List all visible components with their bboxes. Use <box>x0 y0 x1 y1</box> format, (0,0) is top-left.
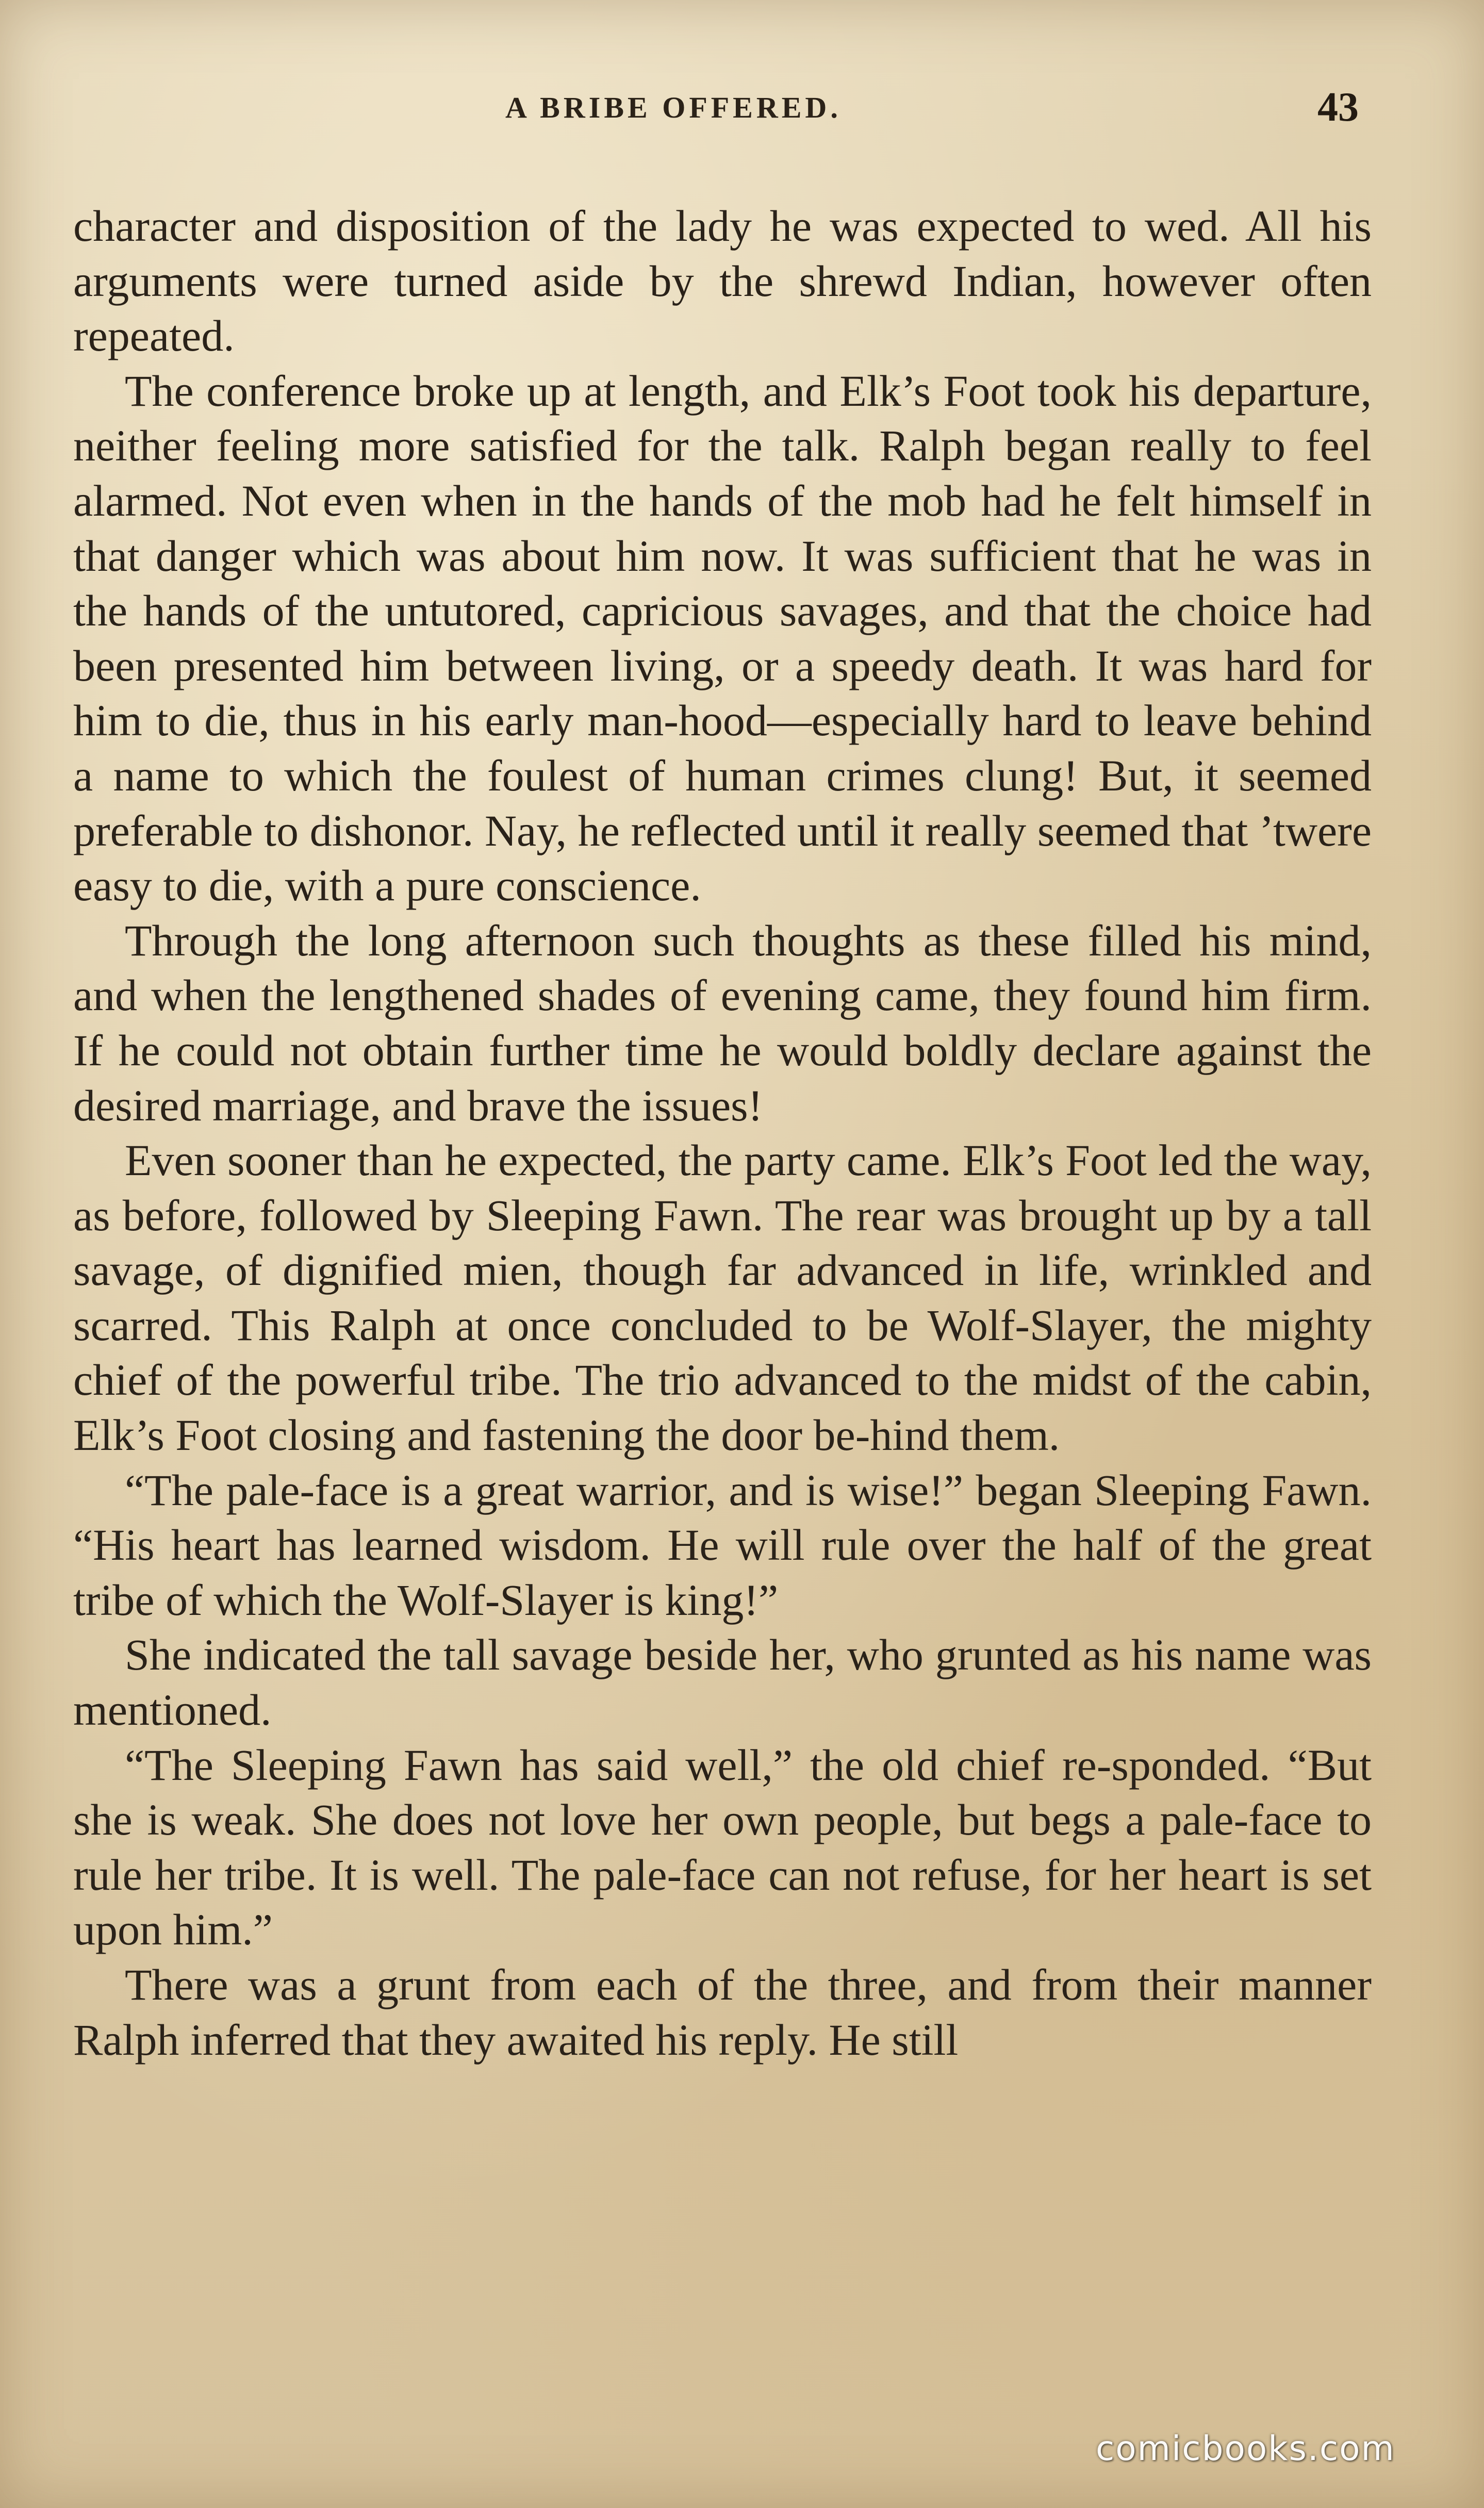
paragraph: She indicated the tall savage beside her, who grunted as his name was mentioned. <box>73 1630 1372 1735</box>
paragraph: Through the long afternoon such thoughts as these filled his mind, and when the lengthened shades of evening came, they found him firm. If he could not obtain further time he would boldly declare against the desired marriage, and brave the issues! <box>73 915 1372 1130</box>
site-watermark: comicbooks.com <box>1096 2429 1395 2468</box>
paragraph: There was a grunt from each of the three, and from their manner Ralph inferred that they awaited his reply. He still <box>73 1960 1372 2065</box>
paragraph: The conference broke up at length, and Elk’s Foot took his departure, neither feeling more satisfied for the talk. Ralph began really to feel alarmed. Not even when in the hands of the mob had he felt himself in that danger which was about him now. It was sufficient that he was in the hands of the untutored, capricious savages, and that the choice had been presented him between living, or a speedy death. It was hard for him to die, thus in his early man-hood—especially hard to leave behind a name to which the foulest of human crimes clung! But, it seemed preferable to dishonor. Nay, he reflected until it really seemed that ’twere easy to die, with a pure conscience. <box>73 366 1372 911</box>
chapter-running-title: A BRIBE OFFERED. <box>505 91 842 124</box>
paragraph: Even sooner than he expected, the party came. Elk’s Foot led the way, as before, followed by Sleeping Fawn. The rear was brought up by a tall savage, of dignified mien, though far advanced in life, wrinkled and scarred. This Ralph at once concluded to be Wolf-Slayer, the mighty chief of the powerful tribe. The trio advanced to the midst of the cabin, Elk’s Foot closing and fastening the door be-hind them. <box>73 1135 1372 1460</box>
body-text <box>73 199 1372 2067</box>
paragraph: “The pale-face is a great warrior, and is wise!” began Sleeping Fawn. “His heart has learned wisdom. He will rule over the half of the great tribe of which the Wolf-Slayer is king!” <box>73 1465 1372 1625</box>
paragraph: “The Sleeping Fawn has said well,” the old chief re-sponded. “But she is weak. She does not love her own people, but begs a pale-face to rule her tribe. It is well. The pale-face can not refuse, for her heart is set upon him.” <box>73 1740 1372 1955</box>
page-number: 43 <box>1317 85 1359 130</box>
running-head <box>0 85 1484 131</box>
paragraph: character and disposition of the lady he was expected to wed. All his arguments were turned aside by the shrewd Indian, however often repeated. <box>73 201 1372 361</box>
